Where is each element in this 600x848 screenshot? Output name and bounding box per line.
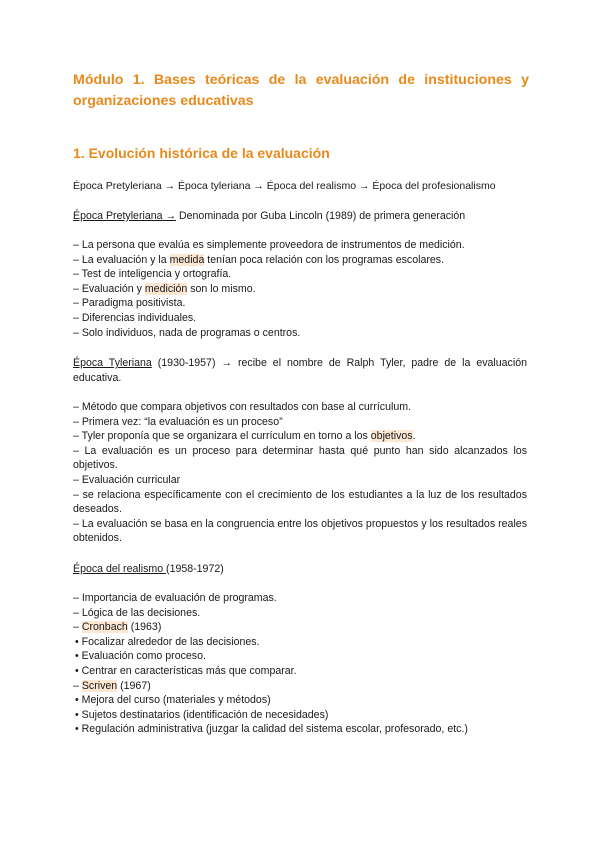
list-item: – La evaluación se basa en la congruencia entre los objetivos propuestos y los resultados reales obtenidos. <box>73 517 527 545</box>
list-item: – Paradigma positivista. <box>73 297 186 310</box>
list-item: – La persona que evalúa es simplemente proveedora de instrumentos de medición. <box>73 239 465 251</box>
list-item: • Mejora del curso (materiales y métodos) <box>75 694 271 707</box>
list-item: – Cronbach (1963) <box>73 621 162 634</box>
realismo-list <box>73 591 527 737</box>
list-item: – Test de inteligencia y ortografía. <box>73 268 232 281</box>
list-item: – Tyler proponía que se organizara el currículum en torno a los objetivos. <box>73 430 416 443</box>
highlight: medición <box>144 282 188 295</box>
list-item: • Regulación administrativa (juzgar la calidad del sistema escolar, profesorado, etc.) <box>75 723 468 736</box>
tyleriana-heading-text: (1930-1957) → recibe el nombre de Ralph Tyler, padre de la evaluación educativa. <box>73 357 527 384</box>
highlight: Cronbach <box>81 621 128 634</box>
list-item: – Evaluación curricular <box>73 473 181 486</box>
list-item: • Focalizar alrededor de las decisiones. <box>75 635 260 648</box>
highlight: objetivos <box>370 430 413 443</box>
list-item: – La evaluación es un proceso para determinar hasta qué punto han sido alcanzados los objetivos. <box>73 444 527 472</box>
timeline-line: Época Pretyleriana → Época tyleriana → Época del realismo → Época del profesionalismo <box>73 180 496 192</box>
list-item: – La evaluación y la medida tenían poca relación con los programas escolares. <box>73 253 445 266</box>
realismo-heading-text: (1958-1972) <box>166 563 224 575</box>
tyleriana-list <box>73 400 527 546</box>
list-item: • Sujetos destinatarios (identificación de necesidades) <box>75 708 329 721</box>
list-item: – Solo individuos, nada de programas o centros. <box>73 326 301 339</box>
list-item: – Lógica de las decisiones. <box>73 606 201 619</box>
pretyleriana-heading <box>73 209 527 224</box>
list-item: – Scriven (1967) <box>73 679 151 692</box>
list-item: – se relaciona específicamente con el crecimiento de los estudiantes a la luz de los resultados deseados. <box>73 488 527 516</box>
section-title: 1. Evolución histórica de la evaluación <box>73 145 330 161</box>
realismo-heading <box>73 562 527 577</box>
pretyleriana-list <box>73 238 527 340</box>
list-item: – Primera vez: “la evaluación es un proceso” <box>73 415 283 428</box>
list-item: – Método que compara objetivos con resultados con base al currículum. <box>73 401 412 413</box>
list-item: – Evaluación y medición son lo mismo. <box>73 282 256 295</box>
tyleriana-heading <box>73 356 527 385</box>
pretyleriana-heading-title: Época Pretyleriana → <box>73 210 177 222</box>
tyleriana-heading-title: Época Tyleriana <box>73 357 152 369</box>
list-item: – Diferencias individuales. <box>73 311 197 324</box>
module-title: Módulo 1. Bases teóricas de la evaluación de instituciones y organizaciones educativas <box>73 72 529 109</box>
highlight: medida <box>169 253 205 266</box>
realismo-heading-title: Época del realismo <box>73 563 167 575</box>
list-item: • Centrar en características más que comparar. <box>75 664 297 677</box>
list-item: • Evaluación como proceso. <box>75 650 206 663</box>
highlight: Scriven <box>81 679 118 692</box>
list-item: – Importancia de evaluación de programas. <box>73 592 277 604</box>
pretyleriana-heading-text: Denominada por Guba Lincoln (1989) de primera generación <box>176 210 466 222</box>
